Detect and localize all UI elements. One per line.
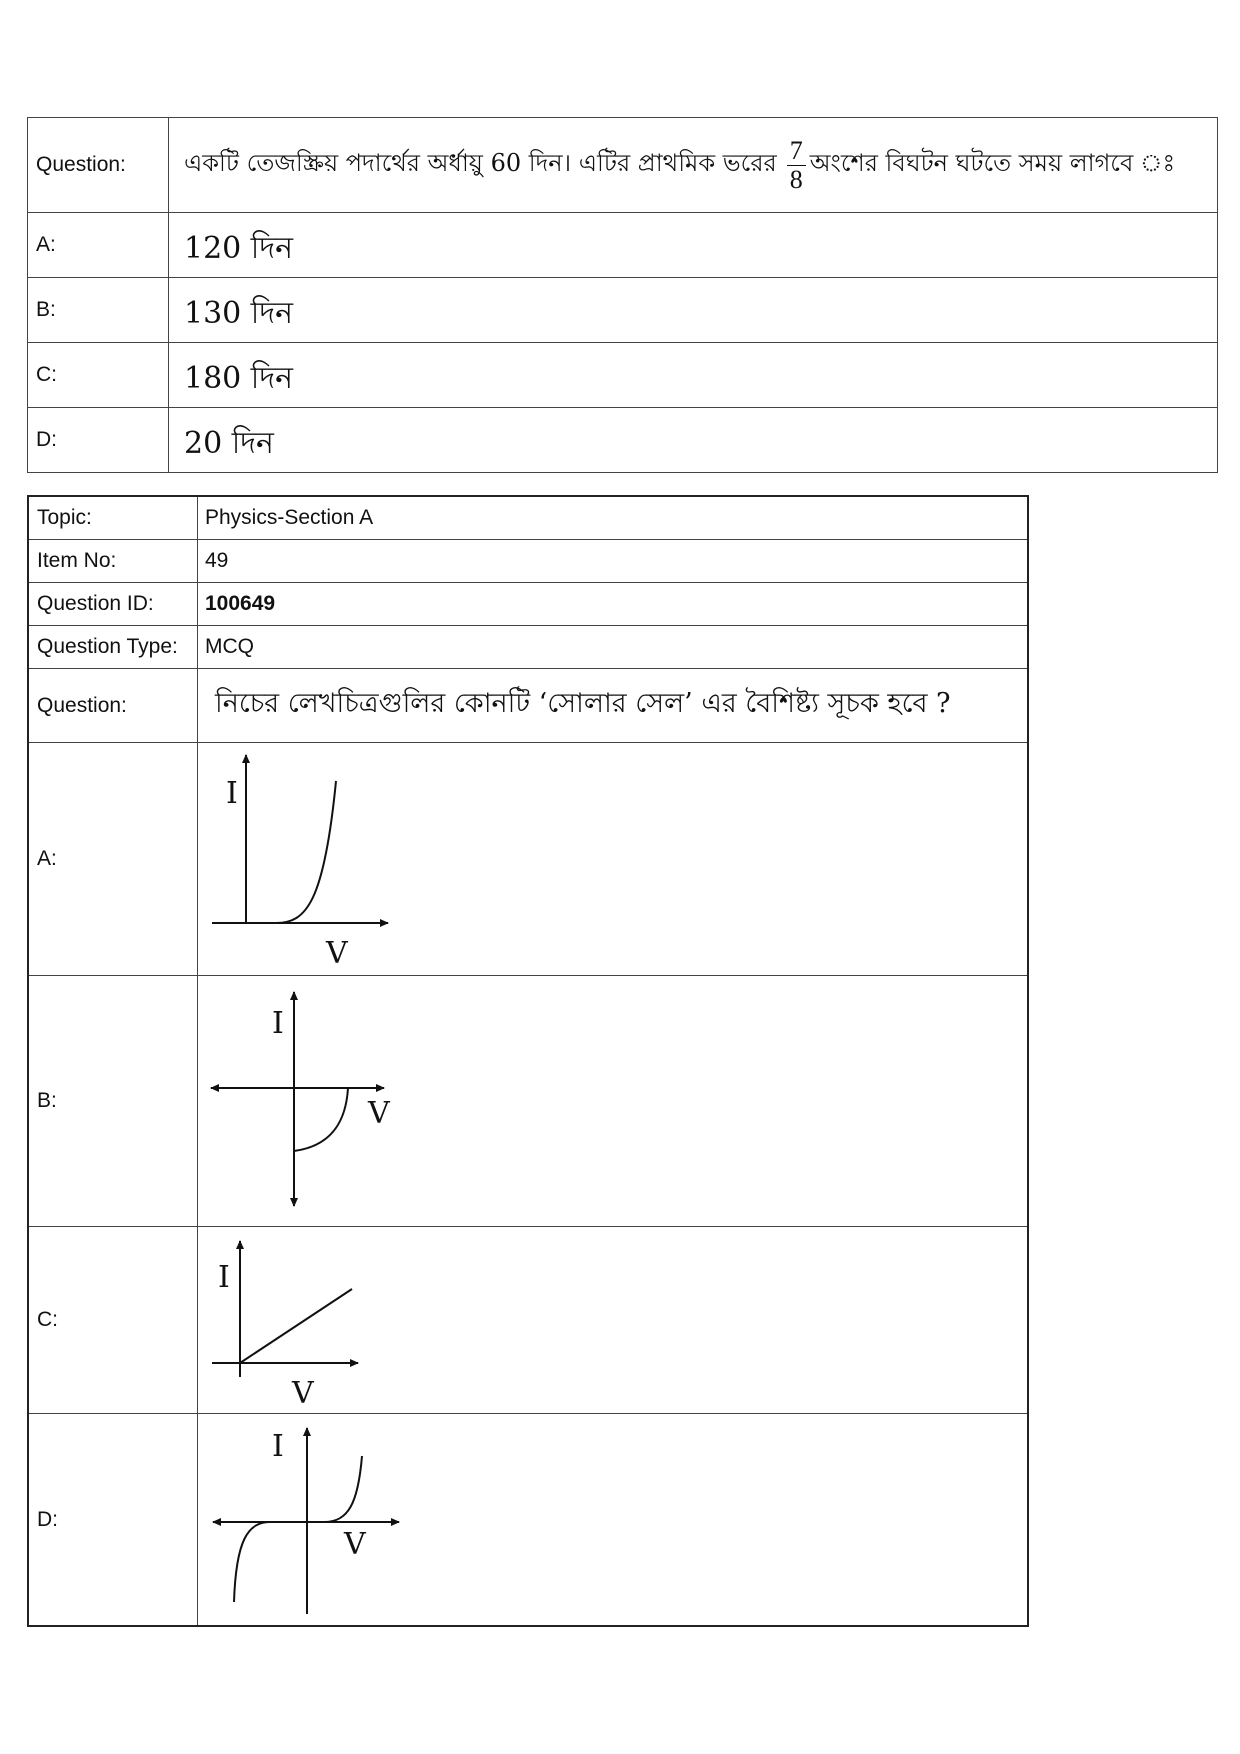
axis-label-v: V <box>344 1527 366 1562</box>
question-cell <box>198 669 1029 743</box>
option-label: D: <box>28 1414 198 1627</box>
question-table-2 <box>27 495 1029 1627</box>
question-row <box>28 118 1218 213</box>
axis-label-v: V <box>368 1096 390 1131</box>
option-row-a <box>28 213 1218 278</box>
question-label: Question: <box>28 669 198 743</box>
iv-curve <box>246 781 336 923</box>
option-cell <box>169 213 1218 278</box>
option-row-d <box>28 1414 1028 1627</box>
option-text: 130 দিন <box>184 295 294 331</box>
option-label: A: <box>28 213 169 278</box>
option-graph-cell <box>198 1414 1029 1627</box>
option-text: 20 দিন <box>184 425 274 461</box>
option-label: B: <box>28 976 198 1227</box>
option-row-a <box>28 743 1028 976</box>
option-text: 120 দিন <box>184 230 294 266</box>
axis-label-i: I <box>226 776 238 811</box>
question-id-row <box>28 583 1028 626</box>
topic-value: Physics-Section A <box>198 496 1029 540</box>
topic-label: Topic: <box>28 496 198 540</box>
option-label: C: <box>28 1227 198 1414</box>
iv-curve-reverse <box>234 1522 307 1602</box>
question-table-1 <box>27 117 1218 473</box>
option-label: A: <box>28 743 198 976</box>
iv-graph-c <box>198 1227 498 1411</box>
question-cell <box>169 118 1218 213</box>
iv-graph-b <box>198 976 498 1224</box>
option-row-c <box>28 1227 1028 1414</box>
axis-label-i: I <box>272 1006 284 1041</box>
option-text: 180 দিন <box>184 360 294 396</box>
question-type-label: Question Type: <box>28 626 198 669</box>
question-type-row <box>28 626 1028 669</box>
option-row-d <box>28 408 1218 473</box>
option-row-b <box>28 976 1028 1227</box>
fraction <box>787 137 806 194</box>
fraction-denominator: 8 <box>789 164 803 194</box>
option-row-c <box>28 343 1218 408</box>
option-row-b <box>28 278 1218 343</box>
question-type-value: MCQ <box>198 626 1029 669</box>
item-no-row <box>28 540 1028 583</box>
axis-label-i: I <box>218 1260 230 1295</box>
iv-graph-d <box>198 1414 498 1623</box>
item-no-label: Item No: <box>28 540 198 583</box>
option-cell <box>169 278 1218 343</box>
option-cell <box>169 408 1218 473</box>
option-graph-cell <box>198 1227 1029 1414</box>
topic-row <box>28 496 1028 540</box>
question-text: নিচের লেখচিত্রগুলির কোনটি ‘সোলার সেল’ এর বৈশিষ্ট্য সূচক হবে ? <box>215 688 951 719</box>
question-id-value: 100649 <box>198 583 1029 626</box>
axis-label-i: I <box>272 1429 284 1464</box>
question-id-label: Question ID: <box>28 583 198 626</box>
question-row <box>28 669 1028 743</box>
option-graph-cell <box>198 976 1029 1227</box>
option-label: B: <box>28 278 169 343</box>
iv-graph-a <box>198 743 498 973</box>
question-label: Question: <box>28 118 169 213</box>
option-label: D: <box>28 408 169 473</box>
option-cell <box>169 343 1218 408</box>
option-graph-cell <box>198 743 1029 976</box>
iv-curve-forward <box>307 1456 362 1522</box>
iv-line <box>240 1289 352 1363</box>
item-no-value: 49 <box>198 540 1029 583</box>
fraction-numerator: 7 <box>787 137 806 166</box>
axis-label-v: V <box>326 936 348 971</box>
option-label: C: <box>28 343 169 408</box>
question-text-before: একটি তেজস্ক্রিয় পদার্থের অর্ধায়ু 60 দিন। এটির প্রাথমিক ভরের <box>184 149 777 177</box>
axis-label-v: V <box>292 1376 314 1411</box>
question-text <box>184 137 1216 194</box>
question-text-after: অংশের বিঘটন ঘটতে সময় লাগবে ঃ <box>809 149 1176 177</box>
iv-curve <box>294 1088 348 1151</box>
